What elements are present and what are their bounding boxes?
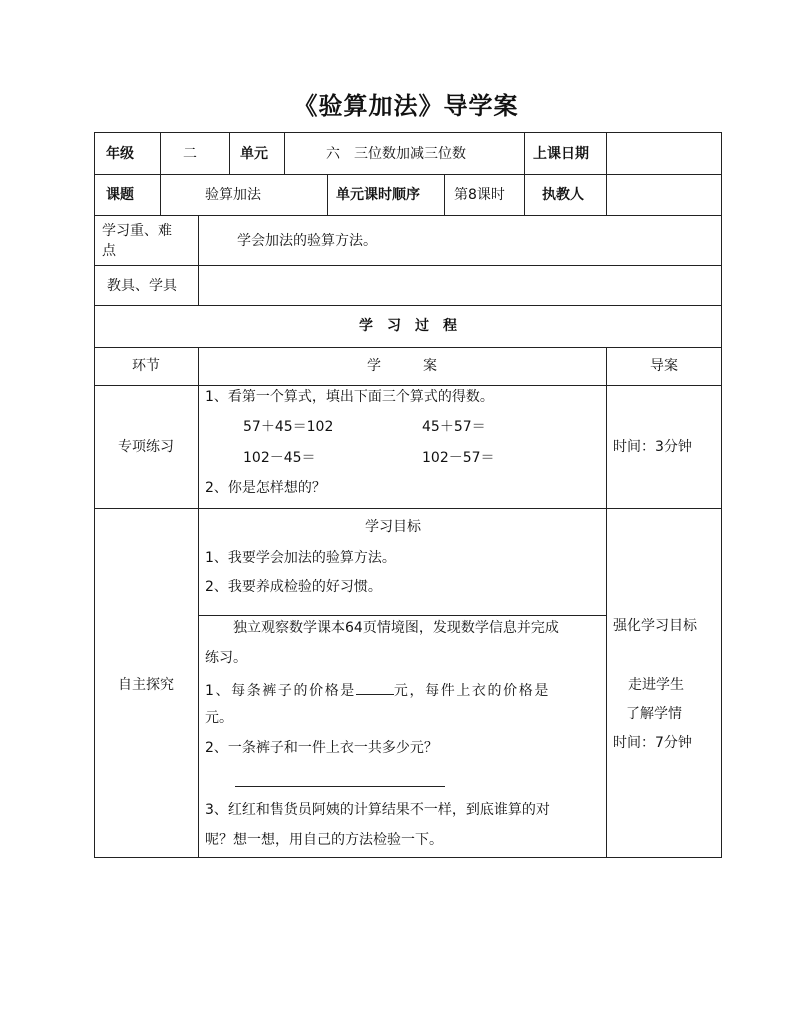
col-divider [327,174,328,215]
row-divider [94,385,722,386]
practice-question-1: 1、看第一个算式，填出下面三个算式的得数。 [205,389,494,405]
col-divider [606,347,607,858]
guide-column-header: 导案 [650,358,678,374]
practice-stage: 专项练习 [118,439,174,455]
col-divider [160,174,161,215]
row-divider [94,174,722,175]
key-points-label: 学习重、难 [102,223,172,239]
topic-label: 课题 [106,187,134,203]
explore-question-1 [205,680,550,700]
explore-question-3: 3、红红和售货员阿姨的计算结果不一样，到底谁算的对 [205,802,550,818]
explore-guide: 了解学情 [626,706,682,722]
order-value: 第8课时 [454,187,505,203]
col-divider [284,132,285,174]
explore-guide-time: 时间：7分钟 [613,735,692,751]
explore-question-3-cont: 呢？想一想，用自己的方法检验一下。 [205,832,443,848]
question-text: 元，每件上衣的价格是 [393,683,550,699]
row-divider [94,265,722,266]
page-title: 《验算加法》导学案 [293,92,519,120]
unit-label: 单元 [240,146,268,162]
col-divider [524,132,525,174]
plan-column-header: 学 案 [367,358,437,374]
inner-divider [198,615,606,616]
practice-equation: 102－45＝ [243,450,316,466]
teacher-label: 执教人 [542,187,584,203]
grade-label: 年级 [106,146,134,162]
grade-value: 二 [183,146,197,162]
order-label: 单元课时顺序 [336,187,420,203]
col-divider [198,215,199,305]
unit-value: 六 三位数加减三位数 [326,146,466,162]
goal-item: 2、我要养成检验的好习惯。 [205,579,382,595]
row-divider [94,305,722,306]
date-label: 上课日期 [533,146,589,162]
col-divider [198,347,199,858]
tools-label: 教具、学具 [107,278,177,294]
explore-question-2: 2、一条裤子和一件上衣一共多少元？ [205,740,438,756]
goal-item: 1、我要学会加法的验算方法。 [205,550,396,566]
practice-equation: 57＋45＝102 [243,419,334,435]
question-text: 1、每条裤子的价格是 [205,683,356,699]
process-heading: 学 习 过 程 [359,318,457,334]
row-divider [94,215,722,216]
answer-blank[interactable] [356,680,394,695]
practice-question-2: 2、你是怎样想的？ [205,480,326,496]
explore-guide: 强化学习目标 [613,618,697,634]
col-divider [524,174,525,215]
stage-column-header: 环节 [132,358,160,374]
col-divider [160,132,161,174]
col-divider [444,174,445,215]
practice-equation: 45＋57＝ [422,419,486,435]
row-divider [94,508,722,509]
practice-equation: 102－57＝ [422,450,495,466]
explore-stage: 自主探究 [118,677,174,693]
col-divider [229,132,230,174]
col-divider [606,174,607,215]
practice-guide-time: 时间：3分钟 [613,439,692,455]
answer-line[interactable] [235,786,445,787]
topic-value: 验算加法 [205,187,261,203]
explore-guide: 走进学生 [628,677,684,693]
col-divider [606,132,607,174]
explore-question-1-cont: 元。 [205,710,233,726]
key-points-label-cont: 点 [102,243,116,259]
explore-intro-cont: 练习。 [205,650,247,666]
goals-title: 学习目标 [365,519,421,535]
row-divider [94,347,722,348]
explore-intro: 独立观察数学课本64页情境图，发现数学信息并完成 [233,620,559,636]
key-points-value: 学会加法的验算方法。 [237,233,377,249]
